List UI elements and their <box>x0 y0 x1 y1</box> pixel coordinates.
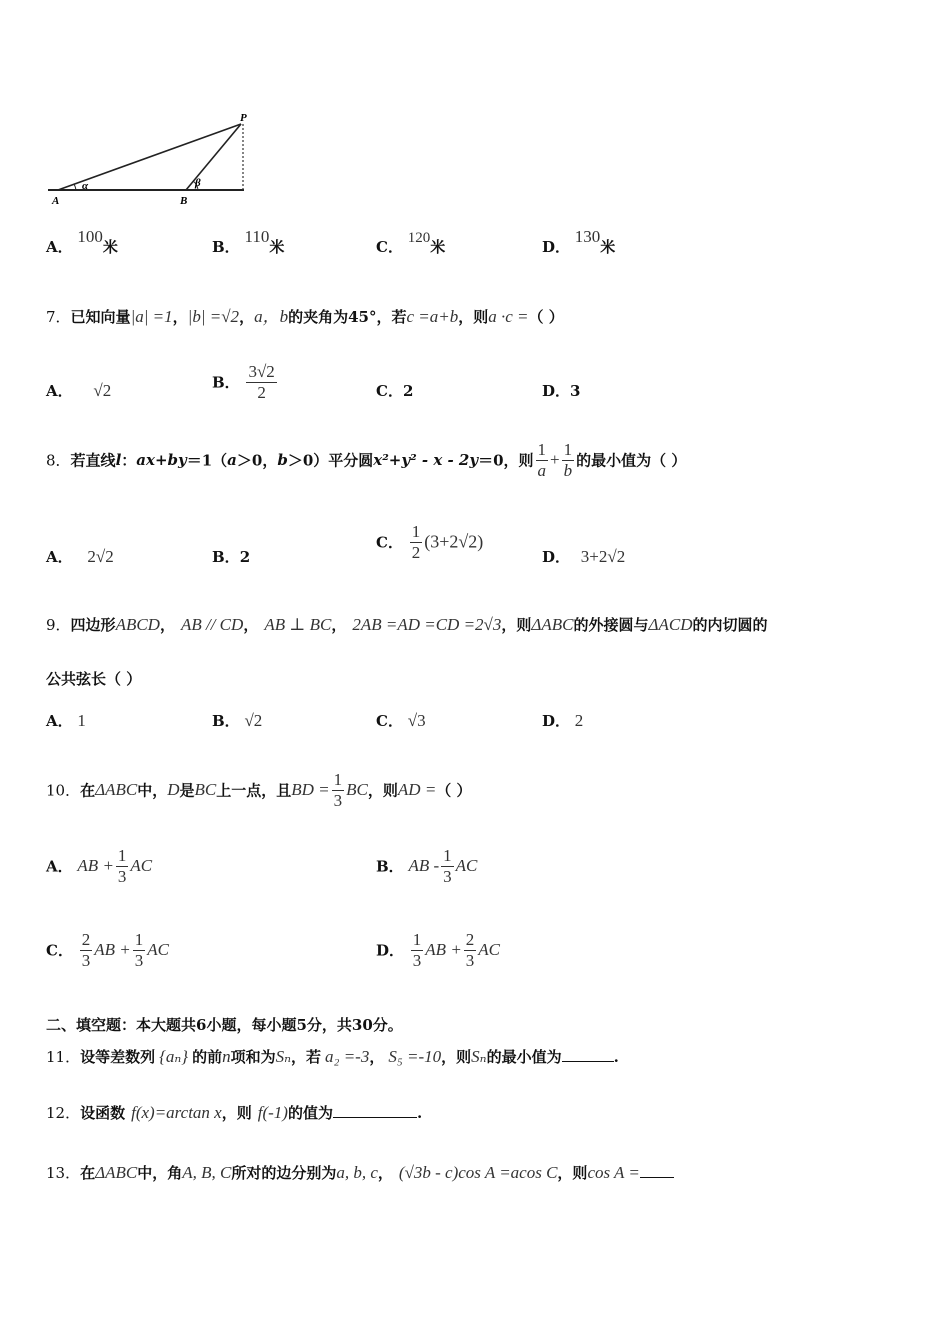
question-number: 7． <box>46 308 71 326</box>
q8-option-d[interactable]: D． 3+2√2 <box>542 547 626 566</box>
question-10: 10．在ΔABC中，D是BC上一点，且BD = $\frac{1}{3}$ BC，则AD =（ ） <box>46 770 472 810</box>
math: |a| =1 <box>130 307 173 326</box>
q10-option-a[interactable]: A． AB + $\frac{1}{3}$ AC <box>46 846 153 886</box>
q10-option-c[interactable]: C． $\frac{2}{3}$ AB + $\frac{1}{3}$ AC <box>46 930 169 970</box>
q9-option-b[interactable]: B． √2 <box>212 711 263 730</box>
q9-option-a[interactable]: A． 1 <box>46 711 86 730</box>
label-a: A <box>52 195 60 207</box>
question-9: 9．四边形ABCD， AB // CD， AB ⊥ BC， 2AB =AD =CD =2√3，则ΔABC的外接圆与ΔACD的内切圆的 <box>46 615 768 634</box>
math: a，b <box>254 307 289 326</box>
option-value: 130 <box>574 227 601 246</box>
question-8: 8．若直线l：ax+by＝1（a＞0，b＞0）平分圆x²+y² - x - 2y＝0，则 $\frac{1}{a}$ + $\frac{1}{b}$ 的最小值为（ ） <box>46 440 687 480</box>
question-number: 12． <box>46 1104 81 1122</box>
label-b: B <box>180 195 188 207</box>
option-unit: 米 <box>102 238 118 256</box>
option-letter: B． <box>212 238 240 256</box>
q8-option-b[interactable]: B．2 <box>212 548 251 566</box>
question-number: 13． <box>46 1164 81 1182</box>
q7-option-b[interactable]: B． $\frac{3√2}{2}$ <box>212 362 275 402</box>
question-11: 11．设等差数列 {aₙ} 的前n项和为Sₙ，若 a₂ =-3， S₅ =-10，则Sₙ的最小值为 . <box>46 1047 619 1066</box>
answer-blank[interactable] <box>333 1117 417 1118</box>
question-9-line2: 公共弦长（ ） <box>46 670 142 688</box>
option-unit: 米 <box>600 238 616 256</box>
q7-option-d[interactable]: D．3 <box>542 382 581 400</box>
q6-option-b[interactable] <box>212 227 285 257</box>
question-number: 11． <box>46 1048 81 1066</box>
q9-option-d[interactable]: D． 2 <box>542 711 584 730</box>
option-letter: D． <box>542 238 571 256</box>
option-letter: C． <box>376 238 403 256</box>
label-alpha: α <box>82 180 89 192</box>
answer-blank[interactable] <box>640 1177 674 1178</box>
q8-option-c[interactable]: C． $\frac{1}{2}$ (3+2√2) <box>376 522 484 562</box>
option-unit: 米 <box>269 238 285 256</box>
option-value: 120 <box>407 230 431 246</box>
option-unit: 米 <box>430 238 446 256</box>
label-beta: β <box>195 177 201 189</box>
q6-option-d[interactable] <box>542 227 616 257</box>
question-number: 10． <box>46 781 81 800</box>
q7-option-c[interactable]: C．2 <box>376 382 414 400</box>
question-7: 7．已知向量|a| =1，|b| =√2，a，b的夹角为45°，若c =a+b，则a ·c =（ ） <box>46 307 564 326</box>
question-12: 12．设函数 f(x)=arctan x，则 f(-1)的值为 . <box>46 1103 423 1122</box>
math: |b| =√2 <box>187 307 240 326</box>
section-heading: 二、填空题：本大题共6小题，每小题5分，共30分。 <box>46 1016 403 1034</box>
question-number: 9． <box>46 616 71 634</box>
triangle-figure <box>40 110 260 210</box>
math: a ·c = <box>488 307 529 326</box>
q10-option-d[interactable]: D． $\frac{1}{3}$ AB + $\frac{2}{3}$ AC <box>376 930 501 970</box>
question-number: 8． <box>46 451 71 470</box>
math: c =a+b <box>406 307 459 326</box>
q9-option-c[interactable]: C． √3 <box>376 711 426 730</box>
q8-option-a[interactable]: A． 2√2 <box>46 547 114 566</box>
q10-option-b[interactable]: B． AB - $\frac{1}{3}$ AC <box>376 846 478 886</box>
option-value: 110 <box>244 227 270 246</box>
answer-blank[interactable] <box>562 1061 614 1062</box>
option-value: 100 <box>77 227 103 246</box>
option-letter: A． <box>46 238 73 256</box>
q6-option-c[interactable] <box>376 230 446 257</box>
q6-option-a[interactable] <box>46 227 118 257</box>
question-13: 13．在ΔABC中，角A, B, C所对的边分别为a, b, c， (√3b - c)cos A =acos C，则cos A = <box>46 1162 674 1183</box>
label-p: P <box>240 112 247 124</box>
q7-option-a[interactable]: A． √2 <box>46 381 112 400</box>
